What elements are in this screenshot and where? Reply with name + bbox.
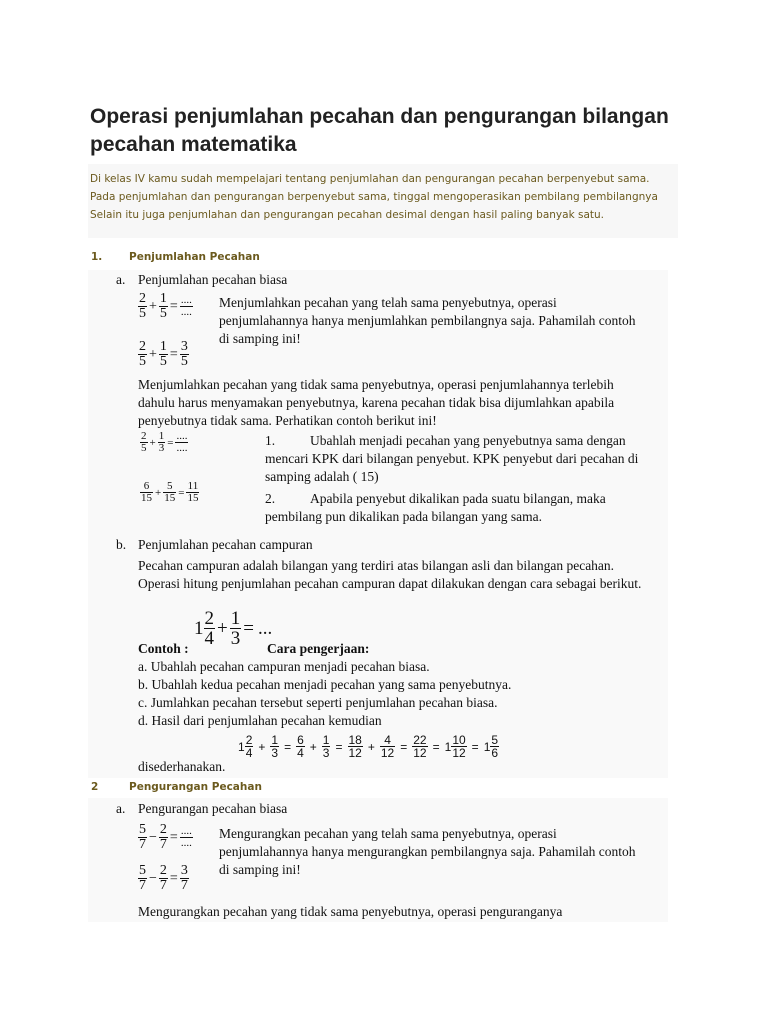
section-number: 1.	[91, 251, 103, 263]
body-paragraph: Menjumlahkan pecahan yang tidak sama penyebutnya, operasi penjumlahannya terlebih dahulu harus menyamakan penyebutnya, karena pecahan tidak bisa dijumlahkan apabila penyebutnya tidak sama. Perhatikan contoh berikut ini!	[138, 377, 615, 428]
fraction: $\frac{4}{12}$	[380, 733, 395, 760]
solution-expression: 1 $\frac{2}{4}$ + $\frac{1}{3}$ = $\frac{6}{4}$ + $\frac{1}{3}$ = $\frac{18}{12}$ + $\frac{4}{12}$ = $\frac{22}{12}$ = 1 $\frac{10}{12}$ = 1 $\frac{5}{6}$	[238, 733, 499, 760]
fraction: $\frac{18}{12}$	[348, 733, 362, 760]
body-paragraph: Menjumlahkan pecahan yang telah sama penyebutnya, operasi penjumlahannya hanya menjumlahkan pembilangnya saja. Pahamilah contoh di samping ini!	[219, 295, 636, 346]
fraction: $\frac{5}{6}$	[491, 733, 499, 760]
fraction-expression: $\frac{2}{5}$ + $\frac{1}{5}$ = $\frac{....}{....}$	[139, 291, 192, 321]
fraction-expression: $\frac{5}{7}$ − $\frac{2}{7}$ = $\frac{3}{7}$	[139, 863, 188, 893]
body-paragraph: Mengurangkan pecahan yang telah sama penyebutnya, operasi penjumlahannya hanya mengurangkan pembilangnya saja. Pahamilah contoh di samping ini!	[219, 826, 636, 877]
method-step: b. Ubahlah kedua pecahan menjadi pecahan yang sama penyebutnya.	[138, 677, 512, 692]
fraction: $\frac{....}{....}$	[180, 294, 192, 318]
section-heading-2	[91, 781, 262, 793]
section-heading-1	[91, 251, 260, 263]
method-step: c. Jumlahkan pecahan tersebut seperti penjumlahan pecahan biasa.	[138, 695, 498, 710]
step-text: Apabila penyebut dikalikan pada suatu bilangan, maka pembilang pun dikalikan pada bilangan yang sama.	[265, 491, 606, 524]
section-number: 2	[91, 781, 99, 793]
fraction: $\frac{2}{7}$	[159, 863, 167, 893]
fraction: $\frac{1}{5}$	[159, 291, 167, 321]
section-title: Pengurangan Pecahan	[129, 781, 262, 793]
subsection-title: Penjumlahan pecahan biasa	[138, 272, 288, 287]
example-label: Contoh :	[138, 641, 189, 656]
fraction: $\frac{6}{4}$	[297, 733, 304, 760]
fraction-expression: $\frac{2}{5}$ + $\frac{1}{5}$ = $\frac{3}{5}$	[139, 339, 188, 369]
whole-number: 1	[238, 739, 245, 754]
fraction: $\frac{2}{5}$	[139, 291, 146, 321]
fraction: $\frac{2}{5}$	[141, 430, 147, 454]
fraction: $\frac{5}{7}$	[139, 822, 146, 852]
fraction: $\frac{5}{15}$	[164, 480, 176, 504]
fraction: $\frac{5}{7}$	[139, 863, 146, 893]
subsection-title: Pengurangan pecahan biasa	[138, 801, 288, 816]
fraction: $\frac{1}{3}$	[230, 608, 241, 649]
body-paragraph: Mengurangkan pecahan yang tidak sama penyebutnya, operasi penguranganya	[138, 904, 563, 919]
fraction: $\frac{1}{3}$	[158, 430, 165, 454]
fraction: $\frac{6}{15}$	[141, 480, 152, 504]
intro-paragraph-2: Selain itu juga penjumlahan dan pengurangan pecahan desimal dengan hasil paling banyak satu.	[90, 209, 604, 221]
method-label: Cara pengerjaan:	[267, 641, 370, 656]
fraction: $\frac{2}{4}$	[245, 733, 253, 760]
fraction: $\frac{3}{7}$	[180, 863, 188, 893]
fraction-expression: $\frac{2}{5}$ + $\frac{1}{3}$ = $\frac{....}{....}$	[141, 430, 188, 454]
step-number: 2.	[265, 491, 276, 506]
fraction: $\frac{2}{7}$	[159, 822, 167, 852]
fraction-expression: $\frac{5}{7}$ − $\frac{2}{7}$ = $\frac{....}{....}$	[139, 822, 192, 852]
step-number: 1.	[265, 433, 276, 448]
fraction: $\frac{....}{....}$	[180, 825, 192, 849]
subsection-label: a.	[116, 801, 126, 816]
fraction: $\frac{3}{5}$	[180, 339, 188, 369]
section-title: Penjumlahan Pecahan	[129, 251, 260, 263]
mixed-fraction-expression: 1 $\frac{2}{4}$ + $\frac{1}{3}$ = ...	[194, 608, 273, 649]
fraction: $\frac{1}{3}$	[271, 733, 279, 760]
fraction-expression: $\frac{6}{15}$ + $\frac{5}{15}$ = $\frac{11}{15}$	[141, 480, 199, 504]
fraction: $\frac{....}{....}$	[176, 430, 188, 454]
body-paragraph: Pecahan campuran adalah bilangan yang terdiri atas bilangan asli dan bilangan pecahan. Operasi hitung penjumlahan pecahan campuran dapat dilakukan dengan cara sebagai berikut.	[138, 558, 642, 591]
subsection-label: a.	[116, 272, 126, 287]
whole-number: 1	[194, 617, 204, 639]
fraction: $\frac{10}{12}$	[452, 733, 466, 760]
step-text: Ubahlah menjadi pecahan yang penyebutnya sama dengan mencari KPK dari bilangan penyebut. KPK penyebut dari pecahan di samping adalah ( 15)	[265, 433, 639, 484]
method-step: d. Hasil dari penjumlahan pecahan kemudian	[138, 713, 382, 728]
intro-block	[88, 164, 678, 238]
fraction: $\frac{1}{5}$	[159, 339, 167, 369]
body-text: disederhanakan.	[138, 759, 226, 774]
fraction: $\frac{1}{3}$	[322, 733, 330, 760]
intro-paragraph: Di kelas IV kamu sudah mempelajari tentang penjumlahan dan pengurangan pecahan berpenyebut sama. Pada penjumlahan dan pengurangan berpenyebut sama, tinggal mengoperasikan pembilang pembilangnya	[90, 173, 658, 203]
fraction: $\frac{2}{5}$	[139, 339, 146, 369]
subsection-label: b.	[116, 537, 127, 552]
subsection-title: Penjumlahan pecahan campuran	[138, 537, 313, 552]
fraction: $\frac{11}{15}$	[187, 480, 199, 504]
whole-number: 1	[483, 739, 491, 754]
method-step: a. Ubahlah pecahan campuran menjadi pecahan biasa.	[138, 659, 430, 674]
whole-number: 1	[444, 739, 452, 754]
fraction: $\frac{2}{4}$	[204, 608, 214, 649]
page-title: Operasi penjumlahan pecahan dan pengurangan bilangan pecahan matematika	[90, 105, 669, 156]
fraction: $\frac{22}{12}$	[413, 733, 427, 760]
